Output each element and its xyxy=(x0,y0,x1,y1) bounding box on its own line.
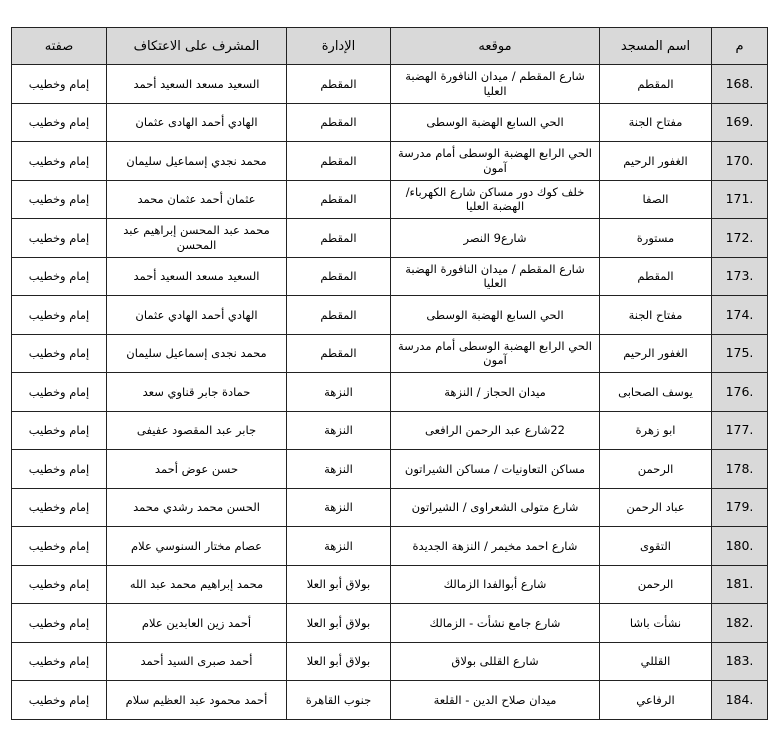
cell-administration: بولاق أبو العلا xyxy=(287,604,391,643)
table-row xyxy=(12,604,768,643)
cell-number: 181. xyxy=(712,565,768,604)
cell-number: 180. xyxy=(712,527,768,566)
cell-role: إمام وخطيب xyxy=(12,411,107,450)
cell-mosque-name: الغفور الرحيم xyxy=(600,142,712,181)
cell-number: 171. xyxy=(712,180,768,219)
cell-role: إمام وخطيب xyxy=(12,642,107,681)
cell-mosque-name: المقطم xyxy=(600,65,712,104)
cell-role: إمام وخطيب xyxy=(12,103,107,142)
cell-supervisor: جابر عبد المقصود عفيفى xyxy=(107,411,287,450)
cell-supervisor: السعيد مسعد السعيد أحمد xyxy=(107,257,287,296)
table-row xyxy=(12,450,768,489)
cell-number: 173. xyxy=(712,257,768,296)
cell-supervisor: حسن عوض أحمد xyxy=(107,450,287,489)
cell-number: 168. xyxy=(712,65,768,104)
cell-role: إمام وخطيب xyxy=(12,142,107,181)
cell-role: إمام وخطيب xyxy=(12,373,107,412)
cell-administration: جنوب القاهرة xyxy=(287,681,391,720)
cell-supervisor: أحمد زين العابدين علام xyxy=(107,604,287,643)
table-row xyxy=(12,219,768,258)
cell-supervisor: محمد عبد المحسن إبراهيم عبد المحسن xyxy=(107,219,287,258)
cell-administration: بولاق أبو العلا xyxy=(287,642,391,681)
cell-location: الحي الرابع الهضبة الوسطى أمام مدرسة آمون xyxy=(391,334,600,373)
cell-role: إمام وخطيب xyxy=(12,65,107,104)
header-supervisor: المشرف على الاعتكاف xyxy=(107,28,287,65)
table-row xyxy=(12,65,768,104)
cell-supervisor: محمد نجدي إسماعيل سليمان xyxy=(107,142,287,181)
cell-supervisor: حمادة جابر قناوي سعد xyxy=(107,373,287,412)
cell-location: شارع متولى الشعراوى / الشيراتون xyxy=(391,488,600,527)
table-body xyxy=(12,65,768,720)
table-row xyxy=(12,642,768,681)
cell-supervisor: السعيد مسعد السعيد أحمد xyxy=(107,65,287,104)
cell-location: الحي السابع الهضبة الوسطى xyxy=(391,296,600,335)
cell-supervisor: الحسن محمد رشدي محمد xyxy=(107,488,287,527)
cell-mosque-name: الصفا xyxy=(600,180,712,219)
cell-role: إمام وخطيب xyxy=(12,527,107,566)
cell-mosque-name: مفتاح الجنة xyxy=(600,296,712,335)
cell-number: 172. xyxy=(712,219,768,258)
cell-administration: المقطم xyxy=(287,296,391,335)
cell-administration: المقطم xyxy=(287,219,391,258)
table-row xyxy=(12,103,768,142)
cell-mosque-name: عباد الرحمن xyxy=(600,488,712,527)
table-row xyxy=(12,296,768,335)
cell-location: شارع جامع نشأت - الزمالك xyxy=(391,604,600,643)
cell-number: 178. xyxy=(712,450,768,489)
table-row xyxy=(12,257,768,296)
table-header-row xyxy=(12,28,768,65)
cell-role: إمام وخطيب xyxy=(12,180,107,219)
cell-administration: المقطم xyxy=(287,180,391,219)
cell-location: شارع المقطم / ميدان النافورة الهضبة العليا xyxy=(391,257,600,296)
cell-mosque-name: مستورة xyxy=(600,219,712,258)
header-role: صفته xyxy=(12,28,107,65)
cell-administration: المقطم xyxy=(287,257,391,296)
cell-location: شارع المقطم / ميدان النافورة الهضبة العليا xyxy=(391,65,600,104)
cell-location: شارع9 النصر xyxy=(391,219,600,258)
table-row xyxy=(12,411,768,450)
cell-location: مساكن التعاونيات / مساكن الشيراتون xyxy=(391,450,600,489)
header-num: م xyxy=(712,28,768,65)
cell-supervisor: محمد إبراهيم محمد عبد الله xyxy=(107,565,287,604)
cell-location: 22شارع عبد الرحمن الرافعى xyxy=(391,411,600,450)
cell-location: ميدان الحجاز / النزهة xyxy=(391,373,600,412)
cell-mosque-name: الرحمن xyxy=(600,450,712,489)
cell-administration: بولاق أبو العلا xyxy=(287,565,391,604)
cell-location: شارع القللى بولاق xyxy=(391,642,600,681)
cell-mosque-name: مفتاح الجنة xyxy=(600,103,712,142)
cell-supervisor: عثمان أحمد عثمان محمد xyxy=(107,180,287,219)
cell-mosque-name: التقوى xyxy=(600,527,712,566)
cell-mosque-name: نشأت باشا xyxy=(600,604,712,643)
cell-supervisor: أحمد صبرى السيد أحمد xyxy=(107,642,287,681)
cell-mosque-name: القللي xyxy=(600,642,712,681)
cell-location: شارع احمد مخيمر / النزهة الجديدة xyxy=(391,527,600,566)
cell-location: شارع أبوالفدا الزمالك xyxy=(391,565,600,604)
cell-administration: المقطم xyxy=(287,142,391,181)
cell-mosque-name: الرحمن xyxy=(600,565,712,604)
cell-number: 170. xyxy=(712,142,768,181)
table-row xyxy=(12,373,768,412)
cell-supervisor: الهادي أحمد الهادي عثمان xyxy=(107,296,287,335)
cell-location: الحي السابع الهضبة الوسطى xyxy=(391,103,600,142)
table-row xyxy=(12,334,768,373)
mosque-table-container xyxy=(11,27,767,719)
cell-number: 169. xyxy=(712,103,768,142)
cell-supervisor: عصام مختار السنوسي علام xyxy=(107,527,287,566)
cell-role: إمام وخطيب xyxy=(12,488,107,527)
cell-number: 179. xyxy=(712,488,768,527)
table-row xyxy=(12,180,768,219)
cell-administration: النزهة xyxy=(287,411,391,450)
cell-administration: النزهة xyxy=(287,527,391,566)
cell-location: خلف كوك دور مساكن شارع الكهرباء/الهضبة العليا xyxy=(391,180,600,219)
cell-supervisor: الهادي أحمد الهادى عثمان xyxy=(107,103,287,142)
header-administration: الإدارة xyxy=(287,28,391,65)
cell-number: 183. xyxy=(712,642,768,681)
cell-location: ميدان صلاح الدين - القلعة xyxy=(391,681,600,720)
cell-mosque-name: الرفاعي xyxy=(600,681,712,720)
cell-role: إمام وخطيب xyxy=(12,296,107,335)
cell-number: 174. xyxy=(712,296,768,335)
cell-number: 177. xyxy=(712,411,768,450)
cell-supervisor: محمد نجدى إسماعيل سليمان xyxy=(107,334,287,373)
cell-number: 184. xyxy=(712,681,768,720)
table-row xyxy=(12,142,768,181)
cell-role: إمام وخطيب xyxy=(12,257,107,296)
cell-administration: المقطم xyxy=(287,65,391,104)
cell-role: إمام وخطيب xyxy=(12,565,107,604)
mosque-supervisors-table xyxy=(11,27,768,720)
table-row xyxy=(12,565,768,604)
cell-administration: المقطم xyxy=(287,103,391,142)
table-row xyxy=(12,488,768,527)
cell-supervisor: أحمد محمود عبد العظيم سلام xyxy=(107,681,287,720)
cell-number: 176. xyxy=(712,373,768,412)
cell-administration: النزهة xyxy=(287,488,391,527)
table-row xyxy=(12,527,768,566)
cell-number: 182. xyxy=(712,604,768,643)
cell-mosque-name: ابو زهرة xyxy=(600,411,712,450)
cell-administration: النزهة xyxy=(287,450,391,489)
cell-role: إمام وخطيب xyxy=(12,450,107,489)
cell-role: إمام وخطيب xyxy=(12,219,107,258)
cell-mosque-name: المقطم xyxy=(600,257,712,296)
cell-role: إمام وخطيب xyxy=(12,604,107,643)
cell-role: إمام وخطيب xyxy=(12,334,107,373)
header-location: موقعه xyxy=(391,28,600,65)
cell-number: 175. xyxy=(712,334,768,373)
cell-mosque-name: الغفور الرحيم xyxy=(600,334,712,373)
cell-administration: المقطم xyxy=(287,334,391,373)
cell-administration: النزهة xyxy=(287,373,391,412)
cell-mosque-name: يوسف الصحابى xyxy=(600,373,712,412)
cell-location: الحي الرابع الهضبة الوسطى أمام مدرسة آمون xyxy=(391,142,600,181)
cell-role: إمام وخطيب xyxy=(12,681,107,720)
table-row xyxy=(12,681,768,720)
header-mosque-name: اسم المسجد xyxy=(600,28,712,65)
